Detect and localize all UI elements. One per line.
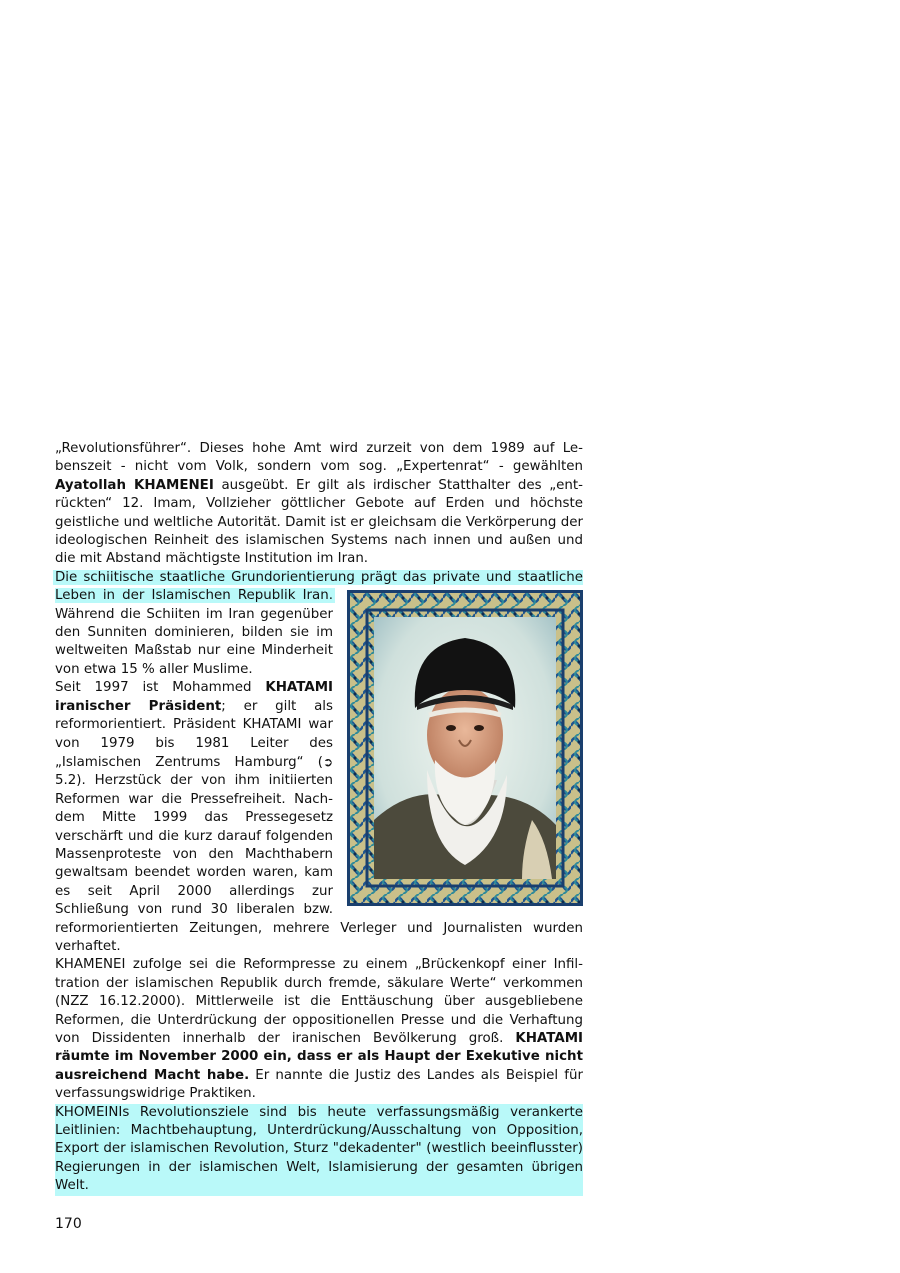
bold-text: Ayatollah KHAMENEI xyxy=(55,477,214,493)
paragraph-with-portrait xyxy=(55,569,583,957)
paragraph-revolutionsziele xyxy=(55,1104,583,1196)
cross-reference-arrow-icon: ➲ xyxy=(322,754,333,769)
text-span: „Revolutionsführer“. Dieses hohe Amt wird zurzeit von dem 1989 auf Lebenszeit - nicht vom Volk, sondern vom sog. „Expertenrat“ - gewählten xyxy=(55,441,583,475)
text-column xyxy=(55,440,583,1196)
text-span: Während die Schiiten im Iran gegenüber den Sunniten dominieren, bilden sie im weltweiten Maßstab nur eine Minderheit von etwa 15 % aller Muslime. xyxy=(55,606,333,677)
text-span: ausgeübt. Er gilt als irdischer Statthalter des „entrückten“ 12. Imam, Vollzieher göttlicher Gebote auf Erden und höchste geistliche und weltliche Autorität. Damit ist er gleichsam die Verkörperung der ideologischen Reinheit des islamischen Systems nach innen und außen und die mit Abstand mächtigste Institution im Iran. xyxy=(55,477,583,567)
highlighted-text: Die schiitische staatliche Grundorientierung prägt das private und staatliche Leben in der Islamischen Republik Iran. xyxy=(55,569,583,604)
portrait-image xyxy=(347,590,583,906)
portrait-svg xyxy=(347,590,583,906)
paragraph-khamenei-reformpresse xyxy=(55,956,583,1103)
text-span: Er nannte die Justiz des Landes als Beispiel für verfassungswidrige Praktiken. xyxy=(55,1067,583,1102)
paragraph-schiitische xyxy=(55,569,583,679)
text-span: ; er gilt als reformorientiert. Präsident KHATAMI war von 1979 bis 1981 Leiter des „Islamischen Zentrums Hamburg“ ( xyxy=(55,698,333,770)
paragraph-revolutionsfuehrer xyxy=(55,440,583,569)
highlighted-text: KHOMEINIs Revolutionsziele sind bis heute verfassungsmäßig verankerte Leitlinien: Machtbehauptung, Unterdrückung/Ausschaltung von Opposition, Export der islamischen Revolution, Sturz "dekadenter" (westlich beeinflusster) Regierungen in der islamischen Welt, Islamisierung der gesamten übrigen Welt. xyxy=(55,1104,583,1194)
page-number: 170 xyxy=(55,1216,82,1232)
bold-text: KHATAMI räumte im November 2000 ein, dass er als Haupt der Exekutive nicht ausreichend Macht habe. xyxy=(55,1031,583,1083)
bold-text: KHATAMI iranischer Präsident xyxy=(55,680,333,714)
text-span: Seit 1997 ist Mohammed xyxy=(55,680,266,696)
text-span: 5.2). Herzstück der von ihm initiierten Reformen war die Pressefreiheit. Nachdem Mitte 1999 das Pressegesetz verschärft und die kurz darauf folgenden Massenproteste von den Machthabern gewaltsam beendet worden waren, kam es seit April 2000 allerdings zur Schließung von rund 30 liberalen bzw. reformorientierten Zeitungen, mehrere Verleger und Journalisten wurden verhaftet. xyxy=(55,773,583,954)
text-span: KHAMENEI zufolge sei die Reformpresse zu einem „Brückenkopf einer Infiltration der islamischen Republik durch fremde, säkulare Werte“ verkommen (NZZ 16.12.2000). Mittlerweile ist die Enttäuschung über ausgebliebene Reformen, die Unterdrückung der oppositionellen Presse und die Verhaftung von Dissidenten innerhalb der iranischen Bevölkerung groß. xyxy=(55,957,583,1046)
